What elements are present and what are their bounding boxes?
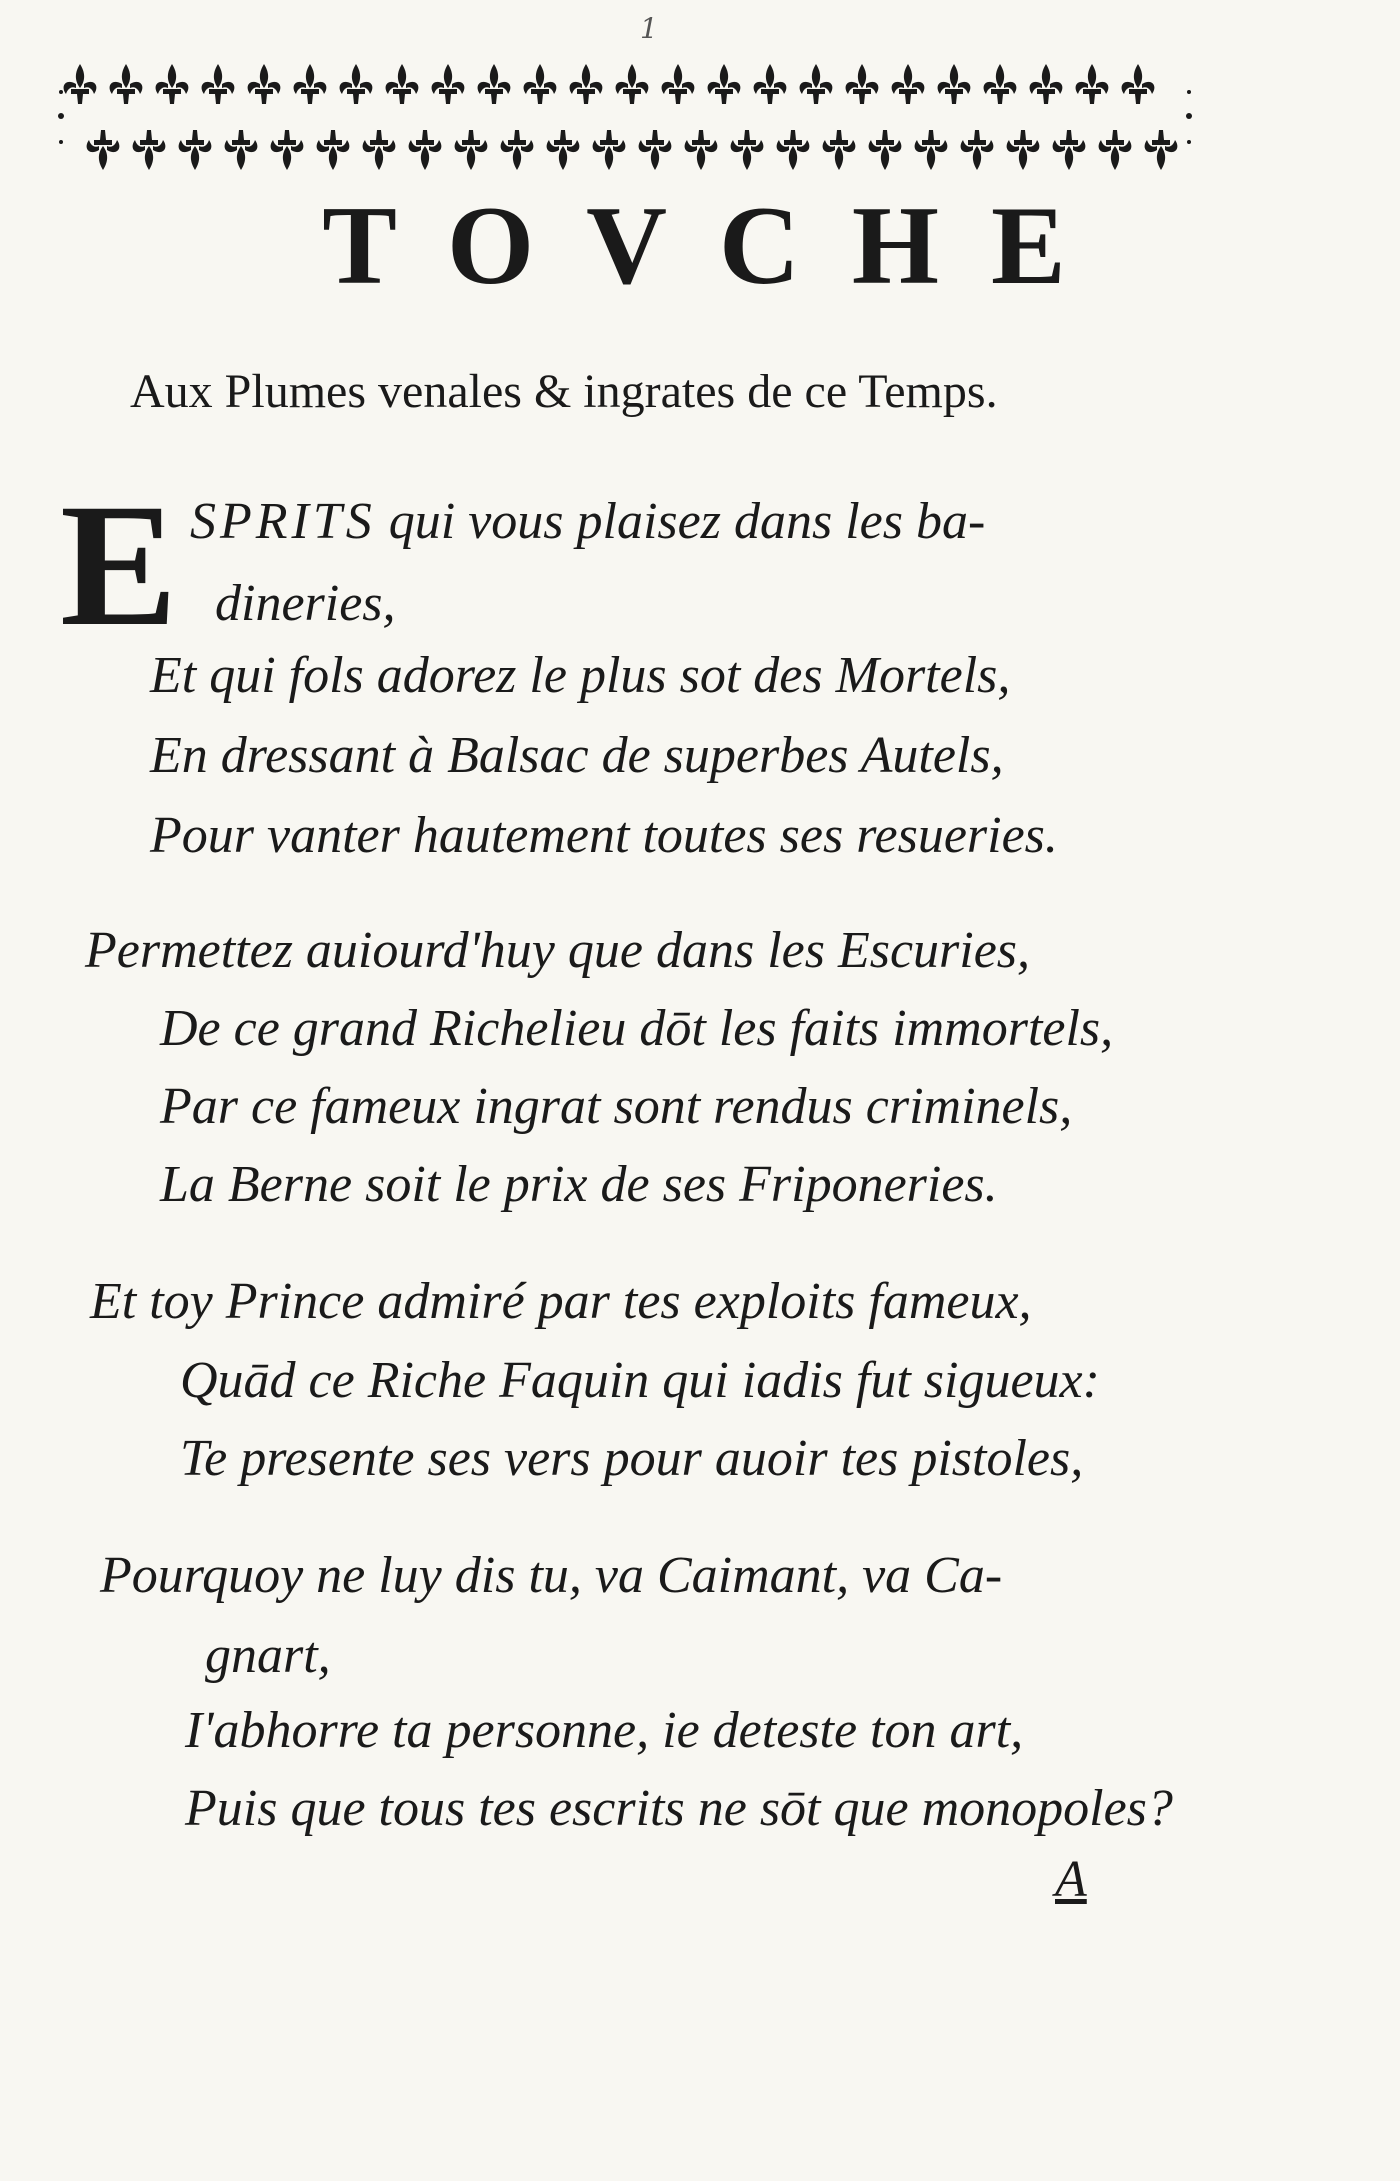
verse-line-14: gnart, bbox=[205, 1627, 331, 1684]
drop-cap: E bbox=[60, 468, 178, 663]
verse-line-13: Pourquoy ne luy dis tu, va Caimant, va Ca- bbox=[100, 1547, 1003, 1604]
first-line-caps: SPRITS bbox=[190, 493, 376, 550]
verse-line-2: dineries, bbox=[215, 575, 396, 632]
page-number: 1 bbox=[640, 12, 658, 45]
verse-line-9: La Berne soit le prix de ses Friponeries. bbox=[160, 1156, 998, 1213]
fleuron-border-ornament bbox=[55, 52, 1195, 182]
verse-line-1 bbox=[190, 493, 986, 550]
verse-line-16: Puis que tous tes escrits ne sōt que monopoles? bbox=[185, 1780, 1173, 1837]
verse-line-5: Pour vanter hautement toutes ses resueries. bbox=[150, 807, 1058, 864]
subtitle: Aux Plumes venales & ingrates de ce Temps. bbox=[130, 365, 998, 418]
page-title: TOVCHE bbox=[322, 184, 1118, 308]
verse-line-15: I'abhorre ta personne, ie deteste ton art, bbox=[185, 1702, 1024, 1759]
verse-line-12: Te presente ses vers pour auoir tes pistoles, bbox=[180, 1430, 1084, 1487]
verse-line-8: Par ce fameux ingrat sont rendus criminels, bbox=[160, 1078, 1073, 1135]
ornament-bottom-row bbox=[87, 130, 1178, 170]
verse-line-1-text: qui vous plaisez dans les ba- bbox=[388, 493, 986, 550]
ornament-top-row bbox=[64, 64, 1155, 104]
verse-line-11: Quād ce Riche Faquin qui iadis fut sigueux: bbox=[180, 1352, 1100, 1409]
verse-line-6: Permettez auiourd'huy que dans les Escuries, bbox=[85, 922, 1031, 979]
verse-line-3: Et qui fols adorez le plus sot des Mortels, bbox=[150, 647, 1011, 704]
verse-line-7: De ce grand Richelieu dōt les faits immortels, bbox=[160, 1000, 1114, 1057]
catchword: A bbox=[1055, 1851, 1087, 1908]
verse-line-4: En dressant à Balsac de superbes Autels, bbox=[150, 727, 1004, 784]
verse-line-10: Et toy Prince admiré par tes exploits fameux, bbox=[90, 1273, 1032, 1330]
